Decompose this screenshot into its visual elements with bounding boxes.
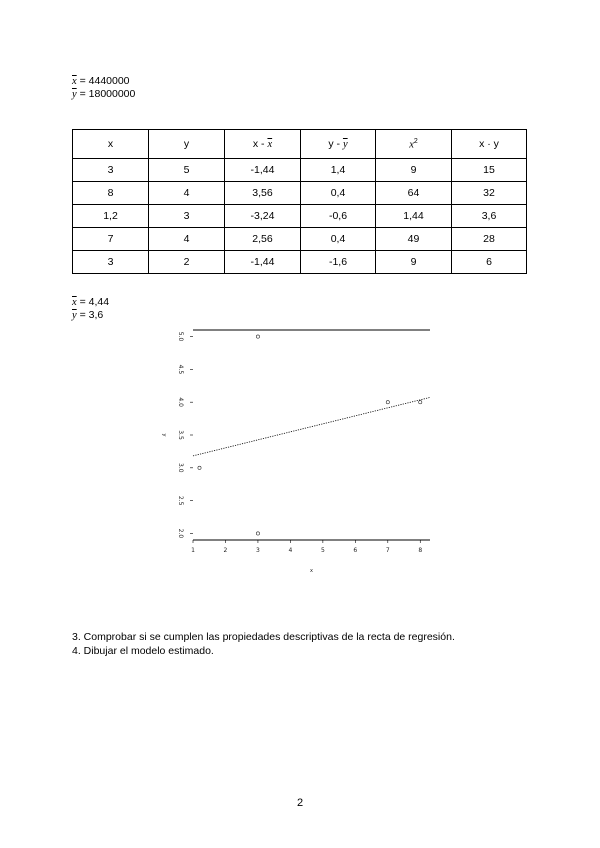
x-tick-label: 3	[256, 547, 260, 554]
data-table	[72, 129, 527, 274]
table-cell: -1,6	[301, 251, 376, 274]
y-tick-label: 4.0	[177, 397, 184, 407]
regression-line	[193, 397, 430, 455]
mean-x-value: = 4,44	[79, 296, 110, 308]
table-cell: 9	[376, 159, 452, 182]
x-tick-label: 6	[353, 547, 358, 554]
mean-y-symbol: $\overline{y}$	[72, 89, 77, 100]
y-tick-label: 5.0	[177, 331, 184, 342]
table-cell: 3	[73, 251, 149, 274]
table-row	[73, 182, 527, 205]
table-row	[73, 159, 527, 182]
table-cell: 2,56	[225, 228, 301, 251]
x-axis-label: x	[310, 568, 313, 574]
mean-y-symbol: $\overline{y}$	[72, 310, 77, 321]
table-cell: 32	[452, 182, 527, 205]
header-x: x	[73, 130, 149, 159]
table-cell: 6	[452, 251, 527, 274]
table-cell: 5	[149, 159, 225, 182]
table-cell: 9	[376, 251, 452, 274]
header-y-minus: y -	[328, 138, 343, 150]
data-points	[198, 335, 422, 535]
data-point	[386, 401, 389, 404]
header-xy: x · y	[452, 130, 527, 159]
y-axis-label: y	[161, 433, 167, 437]
header-x-squared	[376, 130, 452, 159]
mean-x-symbol: $\overline{x}$	[72, 297, 77, 308]
table-cell: 1,2	[73, 205, 149, 228]
header-y: y	[149, 130, 225, 159]
scatter-plot	[155, 322, 445, 584]
x-tick-label: 5	[320, 547, 325, 554]
exercise-item-3: 3. Comprobar si se cumplen las propiedades descriptivas de la recta de regresión.	[72, 631, 455, 643]
header-y-deviation	[301, 130, 376, 159]
table-cell: 0,4	[301, 228, 376, 251]
summary2-mean-x	[72, 296, 109, 309]
header-x-squared-base: x	[409, 139, 414, 151]
x-tick-label: 4	[288, 547, 293, 554]
header-x-minus: x -	[252, 138, 268, 150]
header-x-squared-exp: 2	[413, 137, 418, 145]
table-header-row	[73, 130, 527, 159]
header-mean-x: $\overline{x}$	[267, 139, 273, 150]
mean-y-value: = 18000000	[79, 88, 136, 100]
x-tick-label: 1	[191, 547, 195, 554]
table-cell: -1,44	[225, 159, 301, 182]
table-cell: 8	[73, 182, 149, 205]
table-cell: 7	[73, 228, 149, 251]
table-cell: 49	[376, 228, 452, 251]
summary-mean-x	[72, 75, 130, 88]
y-tick-label: 2.5	[177, 495, 184, 506]
table-cell: -0,6	[301, 205, 376, 228]
table-cell: 3	[73, 159, 149, 182]
data-point	[256, 335, 259, 338]
table-cell: -3,24	[225, 205, 301, 228]
y-tick-label: 3.0	[177, 463, 184, 473]
x-tick-label: 8	[418, 547, 423, 554]
table-row	[73, 251, 527, 274]
x-axis-ticks	[191, 540, 422, 554]
data-point	[198, 466, 201, 469]
table-row	[73, 205, 527, 228]
table-cell: 1,4	[301, 159, 376, 182]
table-cell: 28	[452, 228, 527, 251]
y-tick-label: 4.5	[177, 364, 184, 375]
table-cell: 3,56	[225, 182, 301, 205]
summary2-mean-y	[72, 309, 103, 322]
mean-x-symbol: $\overline{x}$	[72, 76, 77, 87]
table-cell: 15	[452, 159, 527, 182]
data-point	[256, 532, 259, 535]
y-tick-label: 2.0	[177, 528, 184, 539]
y-axis-ticks	[177, 332, 193, 539]
table-row	[73, 228, 527, 251]
header-mean-y: $\overline{y}$	[342, 139, 348, 150]
table-cell: 3,6	[452, 205, 527, 228]
mean-y-value: = 3,6	[79, 309, 104, 321]
page-number: 2	[296, 797, 304, 809]
exercise-item-4: 4. Dibujar el modelo estimado.	[72, 645, 214, 657]
data-point	[419, 401, 422, 404]
table-cell: 4	[149, 228, 225, 251]
summary-mean-y	[72, 88, 135, 101]
table-cell: 64	[376, 182, 452, 205]
y-tick-label: 3.5	[177, 430, 184, 440]
x-tick-label: 7	[385, 547, 390, 554]
table-cell: 0,4	[301, 182, 376, 205]
table-cell: 2	[149, 251, 225, 274]
table-cell: 1,44	[376, 205, 452, 228]
x-tick-label: 2	[223, 547, 228, 554]
table-cell: 4	[149, 182, 225, 205]
header-x-deviation	[225, 130, 301, 159]
mean-x-value: = 4440000	[79, 75, 130, 87]
table-cell: 3	[149, 205, 225, 228]
table-cell: -1,44	[225, 251, 301, 274]
